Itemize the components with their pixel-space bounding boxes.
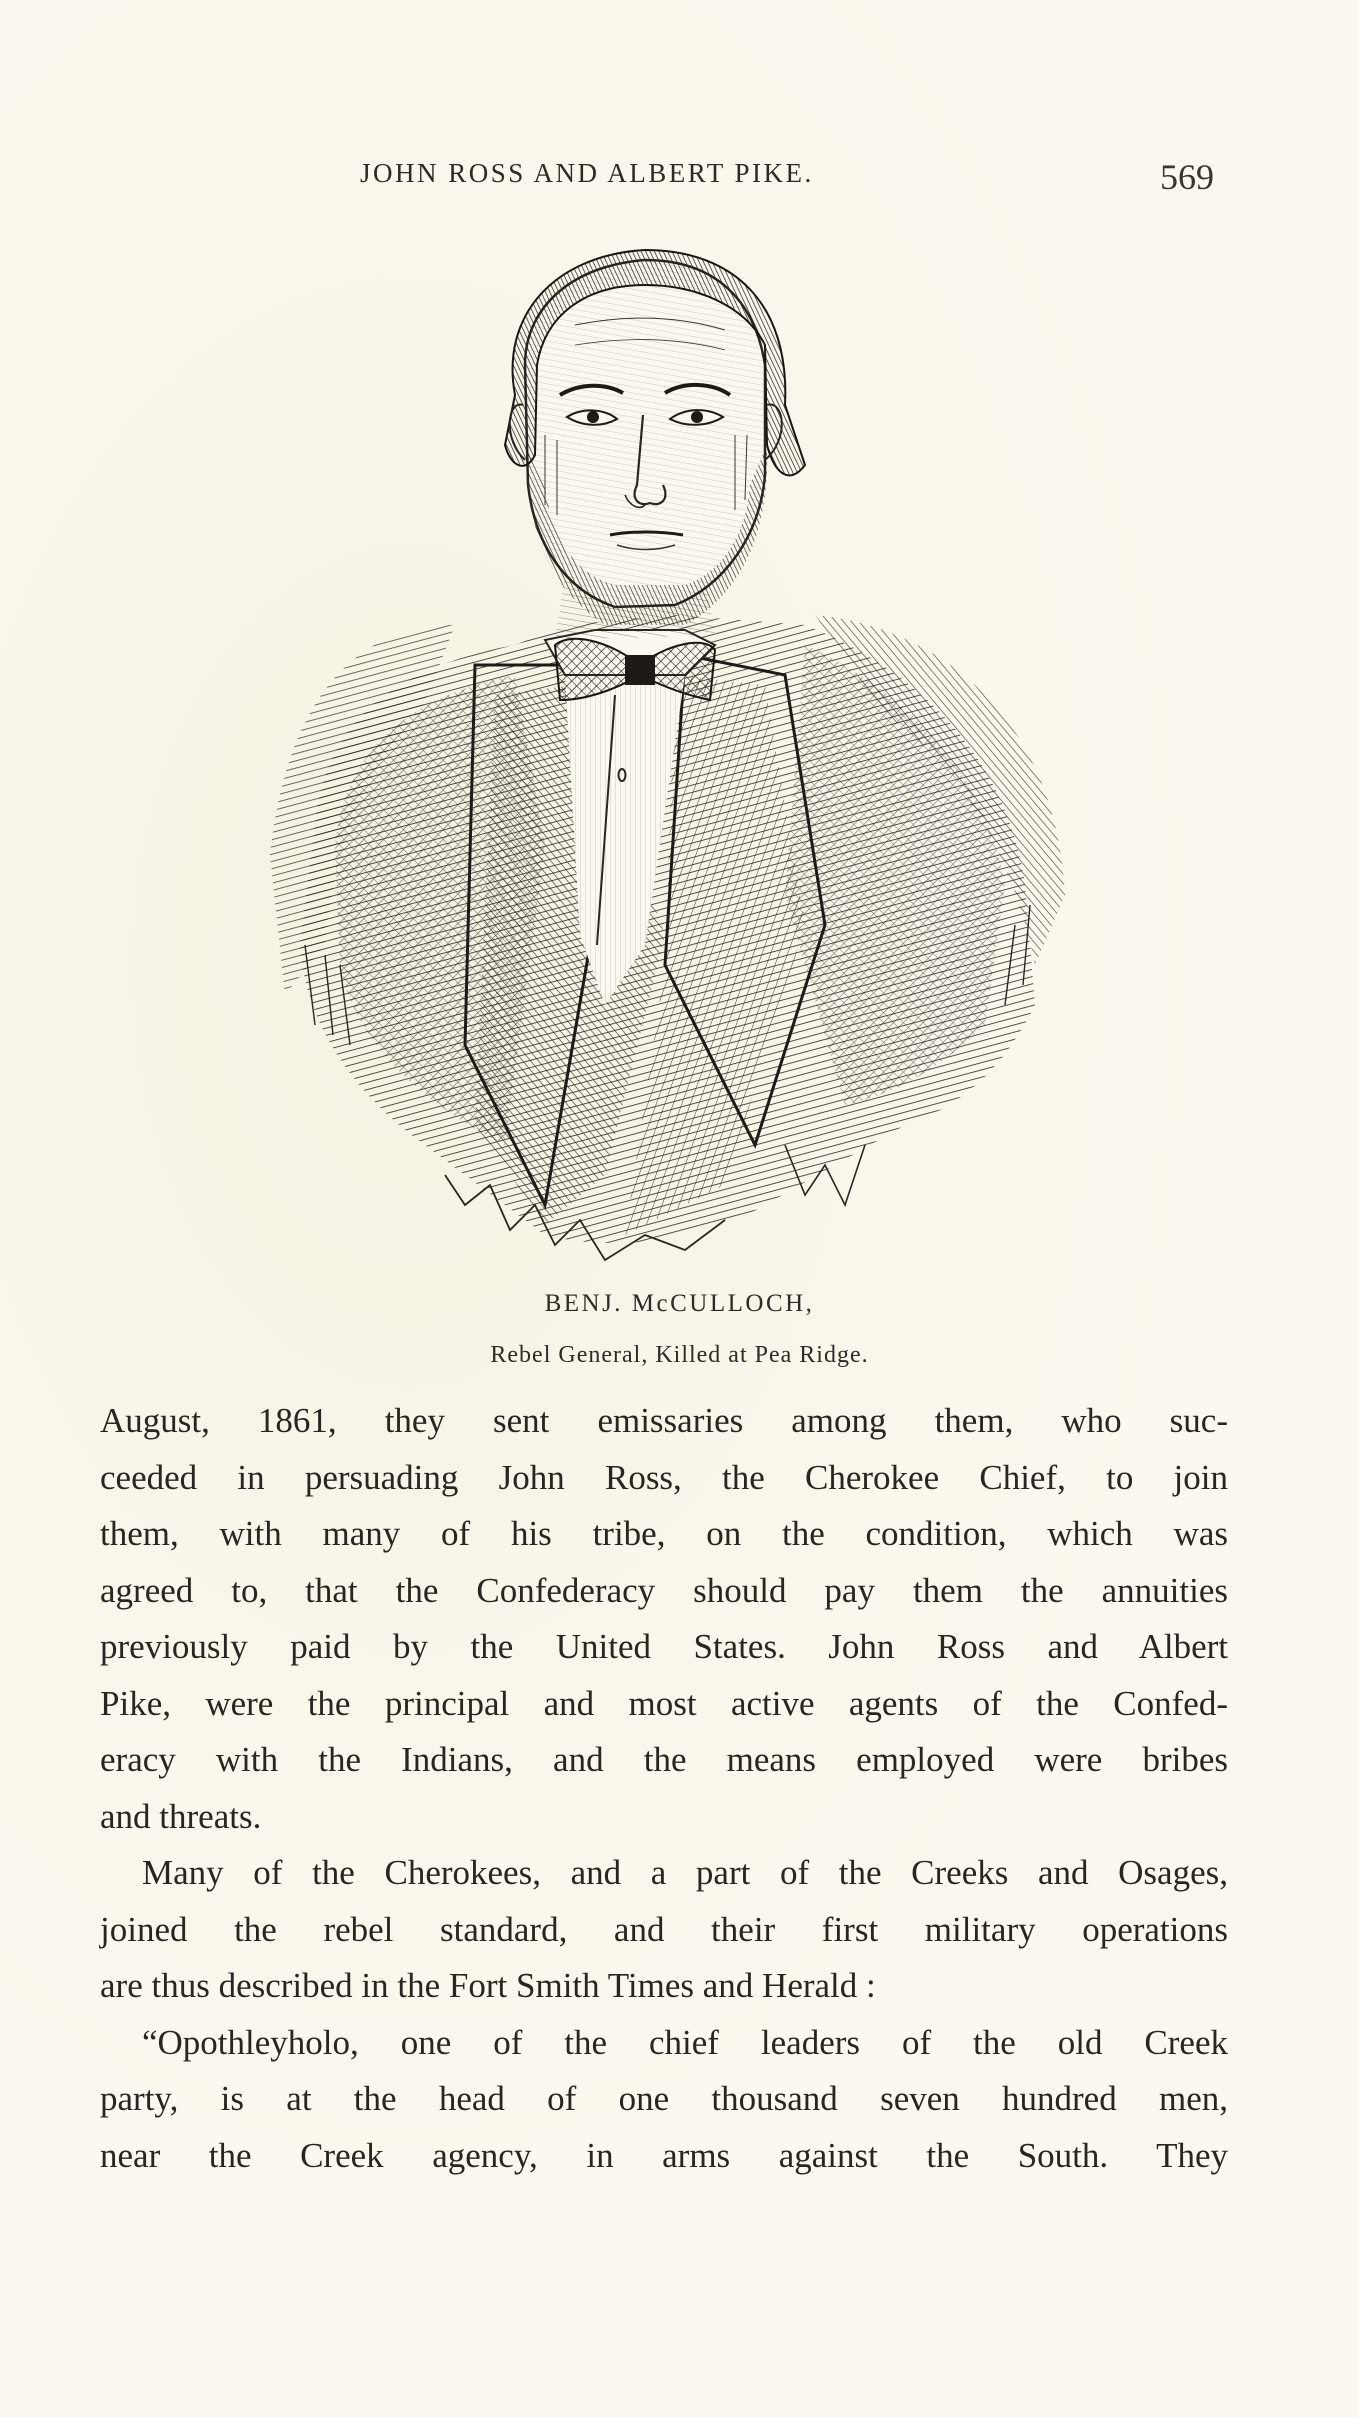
text-line: party, is at the head of one thousand seven hundred men, bbox=[100, 2079, 1228, 2118]
text-line: near the Creek agency, in arms against the South. They bbox=[100, 2135, 1228, 2175]
text-line: joined the rebel standard, and their first military operations bbox=[100, 1909, 1228, 1949]
body-text bbox=[100, 1393, 1228, 2184]
text-line: Pike, were the principal and most active agents of the Confed- bbox=[100, 1683, 1228, 1723]
portrait-engraving bbox=[245, 245, 1085, 1270]
text-line: “Opothleyholo, one of the chief leaders of the old Creek bbox=[142, 2022, 1228, 2062]
text-line: ceeded in persuading John Ross, the Cherokee Chief, to join bbox=[100, 1457, 1228, 1497]
running-head: JOHN ROSS AND ALBERT PIKE. bbox=[360, 158, 814, 188]
text-line: them, with many of his tribe, on the condition, which was bbox=[100, 1514, 1228, 1553]
text-line: and threats. bbox=[100, 1796, 262, 1836]
text-line: agreed to, that the Confederacy should pay them the annuities bbox=[100, 1570, 1228, 1610]
text-line: are thus described in the Fort Smith Times and Herald : bbox=[100, 1966, 876, 2005]
text-line: Many of the Cherokees, and a part of the Creeks and Osages, bbox=[142, 1853, 1228, 1892]
page-number: 569 bbox=[1160, 157, 1214, 197]
text-line: August, 1861, they sent emissaries among them, who suc- bbox=[100, 1401, 1228, 1440]
text-line: previously paid by the United States. John Ross and Albert bbox=[100, 1627, 1228, 1666]
caption-description: Rebel General, Killed at Pea Ridge. bbox=[490, 1342, 869, 1368]
caption-name: BENJ. McCULLOCH, bbox=[544, 1290, 815, 1317]
text-line: eracy with the Indians, and the means employed were bribes bbox=[100, 1740, 1228, 1779]
